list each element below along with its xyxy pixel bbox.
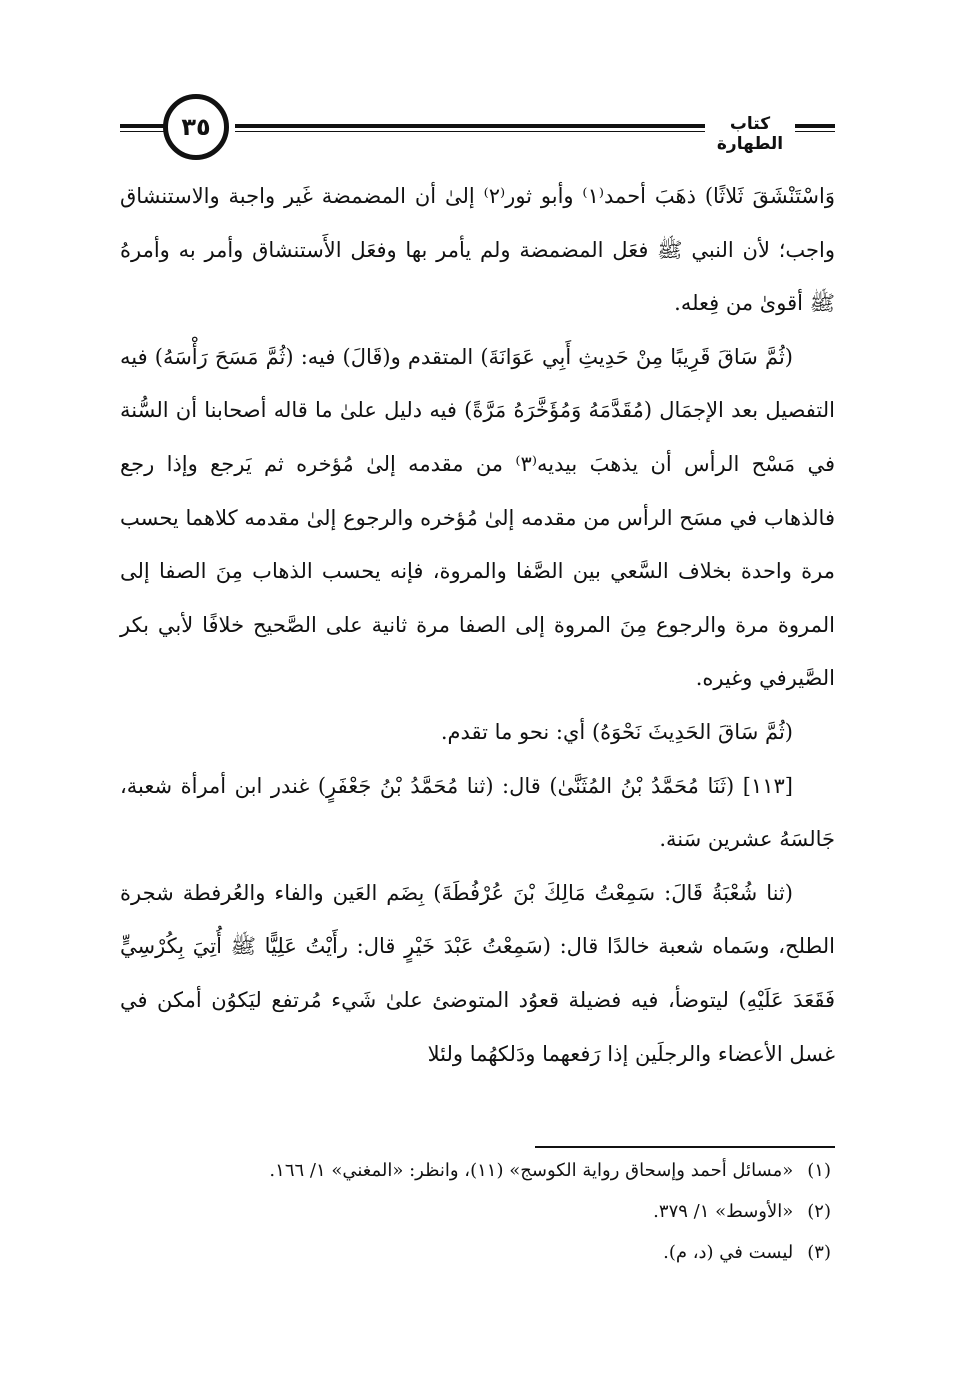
- section-title: كتاب الطهارة: [716, 114, 784, 154]
- main-text: [120, 170, 835, 1081]
- footnote-divider: [535, 1146, 835, 1148]
- footnote-text: «مسائل أحمد وإسحاق رواية الكوسج» (١١)، وانظر: «المغني» ١/ ١٦٦.: [269, 1160, 794, 1181]
- paragraph: [١١٣] (ثَنَا مُحَمَّدُ بْنُ المُثَنَّىٰ) قال: (ثنا مُحَمَّدُ بْنُ جَعْفَرٍ) غندر ابن أمرأة شعبة، جَالسَهُ عشرين سَنة.: [120, 773, 835, 852]
- footnote-text: ليست في (د، م).: [663, 1242, 794, 1263]
- page-number: ٣٥: [181, 113, 211, 141]
- footnote-number: (٢): [807, 1201, 831, 1222]
- page-number-badge: [163, 94, 229, 160]
- footnote: [120, 1232, 835, 1273]
- footnote-number: (٣): [807, 1242, 831, 1263]
- footnote: [120, 1150, 835, 1191]
- header-rule-left: [120, 124, 165, 132]
- paragraph: (ثُمَّ سَاقَ الحَدِيثَ نَحْوَهُ) أي: نحو ما تقدم.: [440, 719, 793, 744]
- paragraph: وَاسْتَنْشَقَ ثَلاثًا) ذهَبَ أحمد⁽١⁾ وأبو ثور⁽٢⁾ إلىٰ أن المضمضة غَير واجبة والاستنشاق واجب؛ لأن النبي ﷺ فعَل المضمضة ولم يأمر بها وفعَل الأَستنشاق وأمر به وأمرهُ ﷺ أقوىٰ من فِعله.: [120, 184, 835, 316]
- footnote-number: (١): [807, 1160, 831, 1181]
- page-header: [0, 0, 955, 170]
- paragraph: (ثنا شُعْبَةُ قَالَ: سَمِعْتُ مَالِكَ بْنَ عُرْفُطَةَ) بِضَم العَين والفاء والعُرفطة شجرة الطلح، وسَماه شعبة خالدًا قال: (سَمِعْتُ عَبْدَ خَيْرٍ قال: رأَيْتُ عَلِيًّا ﷺ أُتِيَ بِكُرْسِيٍّ فَقَعَدَ عَلَيْهِ) ليتوضأ، فيه فضيلة قعوُد المتوضئ علىٰ شَيء مُرتفع ليَكوُن أمكن في غسل الأعضاء والرجلَين إذا رَفعهما ودَلكهُما ولئلا: [120, 880, 835, 1066]
- header-rule-middle: [235, 124, 705, 132]
- paragraph: (ثُمَّ سَاقَ قَرِيبًا مِنْ حَدِيثِ أَبِي عَوَانَةَ) المتقدم و(قَالَ) فيه: (ثُمَّ مَسَحَ رَأْسَهُ) فيه التفصيل بعد الإجمَال (مُقَدَّمَهُ وَمُؤَخَّرَهُ مَرَّةً) فيه دليل علىٰ ما قاله أصحابنا أن السُّنة في مَسْح الرأس أن يذهبَ بيديه⁽٣⁾ من مقدمه إلىٰ مُؤخره ثم يَرجع وإذا رجع فالذهاب في مسَح الرأس من مقدمه إلىٰ مُؤخره والرجوع إلىٰ مقدمه كلاهما يحسب مرة واحدة بخلاف السَّعي بين الصَّفا والمروة، فإنه يحسب الذهاب مِنَ الصفا إلى المروة مرة والرجوع مِنَ المروة إلى الصفا مرة ثانية على الصَّحيح خلافًا لأبي بكر الصَّيرفي وغيره.: [120, 344, 835, 691]
- footnotes: [120, 1150, 835, 1273]
- footnote: [120, 1191, 835, 1232]
- header-rule-right: [795, 124, 835, 132]
- footnote-text: «الأوسط» ١/ ٣٧٩.: [653, 1201, 794, 1222]
